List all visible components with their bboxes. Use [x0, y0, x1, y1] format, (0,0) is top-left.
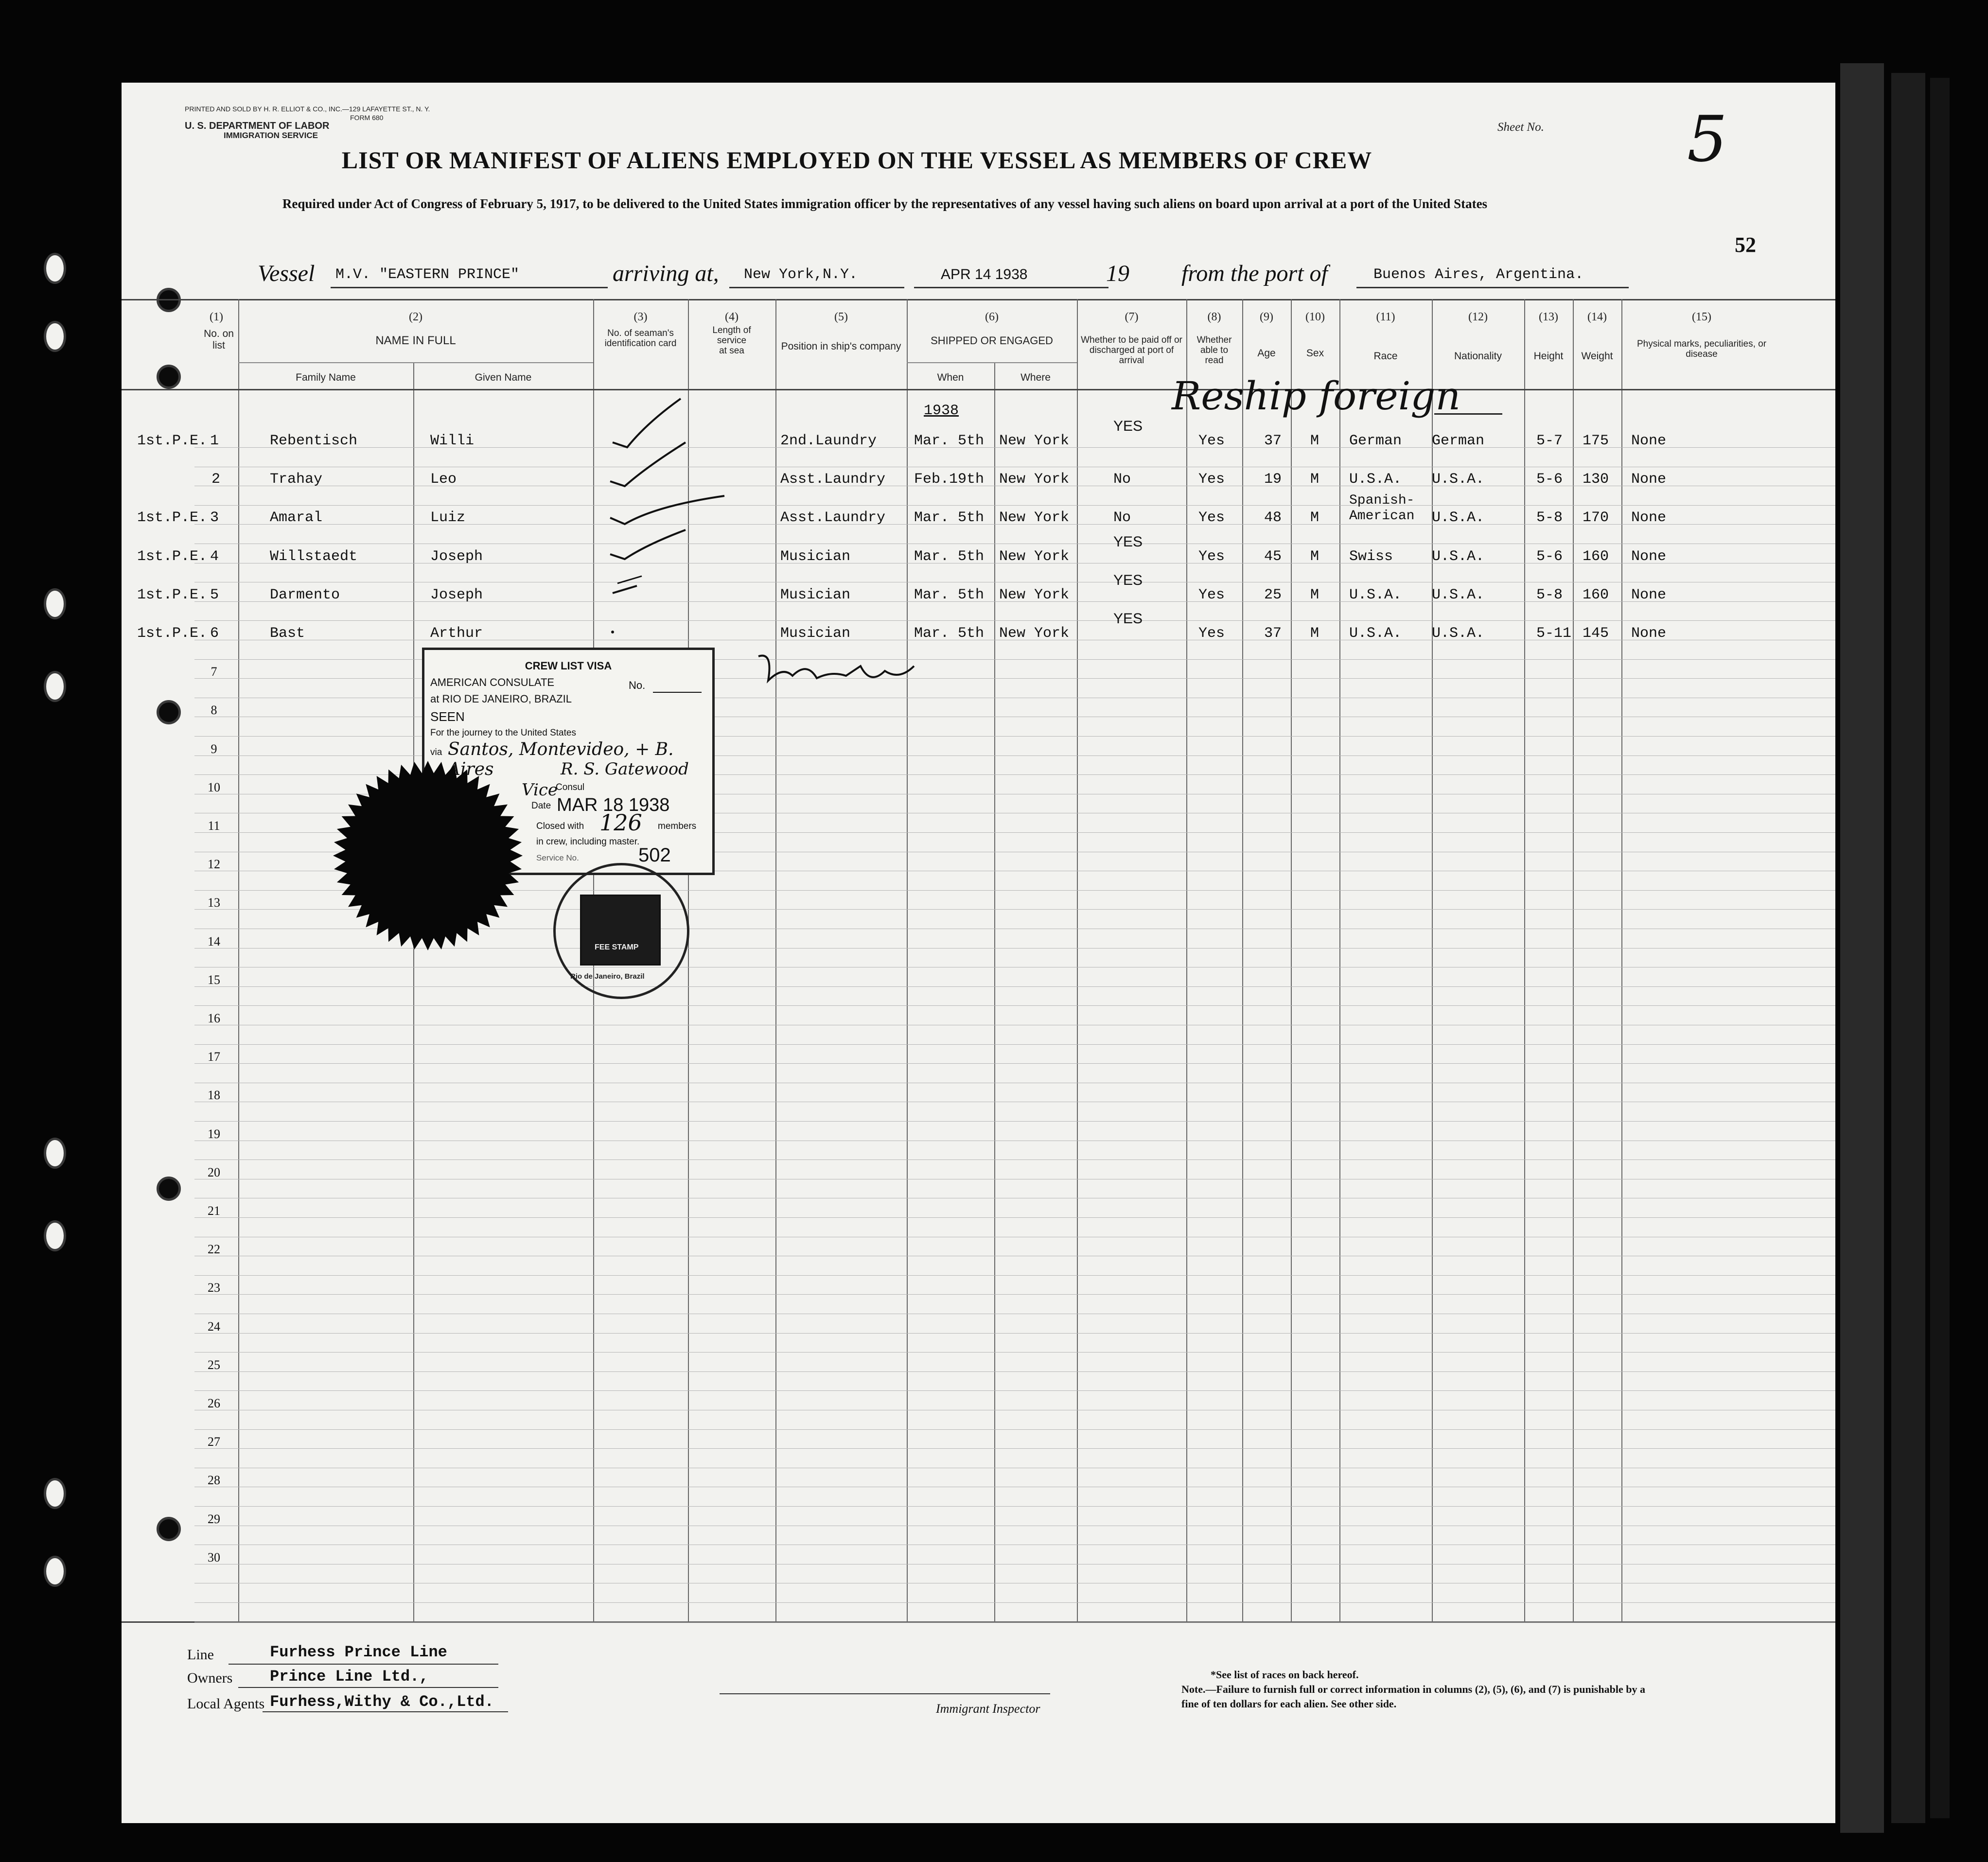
row-rule — [194, 1371, 1835, 1372]
row-rule — [194, 1429, 1835, 1430]
sheet-label: Sheet No. — [1497, 121, 1544, 134]
empty-row-number: 28 — [208, 1473, 220, 1488]
crew-height: 5-7 — [1536, 433, 1563, 449]
name-subhead-line — [238, 362, 593, 363]
column-divider — [1186, 299, 1187, 1621]
crew-family-name: Willstaedt — [270, 548, 358, 565]
col-head-3: No. of seaman's identification card — [604, 328, 677, 349]
crew-row-prefix: 1st.P.E. — [137, 509, 208, 527]
row-rule — [194, 1044, 1835, 1045]
departure-underline — [1356, 287, 1629, 288]
visa-seen: SEEN — [430, 709, 465, 724]
crew-race: U.S.A. — [1349, 586, 1402, 603]
column-divider — [1339, 299, 1340, 1621]
empty-row-number: 17 — [208, 1050, 220, 1064]
empty-row-number: 19 — [208, 1126, 220, 1141]
crew-age: 19 — [1264, 471, 1282, 488]
col-num-13: (13) — [1539, 311, 1558, 323]
column-divider — [994, 362, 995, 1621]
binder-hole — [44, 588, 66, 619]
form-subtitle: Required under Act of Congress of February 5, 1917, to be delivered to the United States immigration officer by the representatives of any vessel having such aliens on board upon arrival at a port of the United States — [282, 196, 1488, 211]
handwritten-reship-note: Reship foreign — [1172, 373, 1461, 419]
crew-shipped-when: Mar. 5th — [914, 433, 985, 449]
column-divider — [1573, 299, 1574, 1621]
col-head-10: Sex — [1306, 348, 1324, 359]
arrival-date: APR 14 1938 — [941, 266, 1028, 282]
inspector-label: Immigrant Inspector — [936, 1702, 1040, 1716]
crew-sex: M — [1310, 433, 1319, 449]
column-divider — [1524, 299, 1525, 1621]
crew-shipped-where: New York — [999, 548, 1070, 565]
empty-row-number: 26 — [208, 1396, 220, 1410]
col-head-2: NAME IN FULL — [375, 334, 456, 347]
visa-service-no: 502 — [638, 844, 671, 866]
empty-row-number: 14 — [208, 934, 220, 949]
form-title: LIST OR MANIFEST OF ALIENS EMPLOYED ON THE VESSEL AS MEMBERS OF CREW — [341, 146, 1372, 174]
form-number: FORM 680 — [350, 114, 384, 122]
col-num-5: (5) — [834, 311, 848, 323]
crew-sex: M — [1310, 509, 1319, 527]
crew-given-name: Willi — [430, 433, 475, 449]
crew-nationality: German — [1432, 433, 1485, 449]
column-divider — [1291, 299, 1292, 1621]
crew-position: Asst.Laundry — [780, 509, 886, 527]
column-divider — [907, 299, 908, 1621]
col-num-4: (4) — [725, 311, 739, 323]
crew-position: Musician — [780, 586, 851, 603]
crew-height: 5-11 — [1536, 625, 1572, 642]
col-num-1: (1) — [210, 311, 223, 323]
empty-row-number: 21 — [208, 1204, 220, 1218]
crew-paid-off: YES — [1113, 418, 1143, 434]
crew-row-number: 1 — [210, 433, 219, 449]
crew-shipped-where: New York — [999, 586, 1070, 603]
empty-row-number: 30 — [208, 1550, 220, 1564]
owners-underline — [238, 1687, 498, 1688]
crew-age: 37 — [1264, 625, 1282, 642]
crew-paid-off: No — [1113, 509, 1131, 527]
arrival-underline — [729, 287, 904, 288]
crew-physical-marks: None — [1631, 509, 1667, 527]
when-subhead: When — [937, 372, 964, 383]
arrival-port: New York,N.Y. — [744, 266, 858, 283]
col-head-1: No. on list — [204, 328, 234, 351]
crew-height: 5-8 — [1536, 586, 1563, 603]
family-name-subhead: Family Name — [296, 372, 356, 383]
crew-paid-off: YES — [1113, 533, 1143, 550]
empty-row-number: 27 — [208, 1435, 220, 1449]
owners-label: Owners — [187, 1670, 233, 1686]
crew-given-name: Luiz — [430, 509, 466, 527]
visa-closed-label: Closed with — [536, 821, 584, 831]
column-divider — [238, 299, 239, 1621]
empty-row-number: 13 — [208, 896, 220, 910]
crew-weight: 170 — [1583, 509, 1609, 527]
col-num-6: (6) — [985, 311, 999, 323]
crew-age: 25 — [1264, 586, 1282, 603]
crew-shipped-when: Mar. 5th — [914, 586, 985, 603]
crew-shipped-when: Mar. 5th — [914, 509, 985, 527]
crew-age: 37 — [1264, 433, 1282, 449]
visa-via-label: via — [430, 747, 442, 757]
visa-service-label: Service No. — [536, 853, 579, 862]
arriving-label: arriving at, — [613, 261, 719, 286]
binder-hole — [44, 321, 66, 352]
date-underline — [914, 287, 1108, 288]
crew-sex: M — [1310, 548, 1319, 565]
agents-underline — [263, 1711, 508, 1712]
crew-position: Asst.Laundry — [780, 471, 886, 488]
crew-family-name: Rebentisch — [270, 433, 358, 449]
column-divider — [1077, 299, 1078, 1621]
crew-able-to-read: Yes — [1198, 548, 1225, 565]
empty-row-number: 9 — [211, 741, 217, 756]
vessel-underline — [331, 287, 608, 288]
col-head-14: Weight — [1581, 351, 1613, 362]
empty-row-number: 22 — [208, 1242, 220, 1257]
penalty-note: Note.—Failure to furnish full or correct information in columns (2), (5), (6), and (7) is punishable by a fine of ten dollars for each alien. See other side. — [1181, 1683, 1645, 1710]
visa-consul: Consul — [556, 782, 585, 792]
crew-family-name: Trahay — [270, 471, 323, 488]
header-bottom-line — [122, 389, 1835, 390]
crew-position: Musician — [780, 625, 851, 642]
col-head-7: Whether to be paid off or discharged at port of arrival — [1081, 335, 1182, 366]
col-num-3: (3) — [633, 311, 648, 323]
crew-race: Swiss — [1349, 548, 1393, 565]
service-label: IMMIGRATION SERVICE — [224, 131, 318, 140]
crew-able-to-read: Yes — [1198, 433, 1225, 449]
crew-nationality: U.S.A. — [1432, 625, 1485, 642]
fee-stamp-label: FEE STAMP — [595, 943, 639, 951]
shipped-year: 1938 — [924, 403, 959, 419]
empty-row-number: 25 — [208, 1357, 220, 1372]
column-divider — [1432, 299, 1433, 1621]
crew-nationality: U.S.A. — [1432, 509, 1485, 527]
crew-race: U.S.A. — [1349, 625, 1402, 642]
crew-physical-marks: None — [1631, 625, 1667, 642]
crew-table — [122, 299, 1835, 1621]
crew-row-number: 6 — [210, 625, 219, 642]
crew-able-to-read: Yes — [1198, 509, 1225, 527]
crew-row-prefix: 1st.P.E. — [137, 586, 208, 603]
empty-row-number: 23 — [208, 1281, 220, 1295]
col-head-11: Race — [1373, 351, 1398, 362]
binder-hole — [44, 671, 66, 702]
visa-crew-line: in crew, including master. — [536, 837, 640, 847]
inspector-line — [720, 1693, 1050, 1694]
crew-paid-off: YES — [1113, 572, 1143, 588]
row-rule — [194, 1448, 1835, 1449]
row-rule — [194, 1390, 1835, 1391]
crew-given-name: Joseph — [430, 586, 483, 603]
crew-family-name: Amaral — [270, 509, 323, 527]
embossed-seal — [331, 758, 525, 953]
page-edge — [1840, 63, 1884, 1833]
row-rule — [194, 1217, 1835, 1218]
crew-position: 2nd.Laundry — [780, 433, 877, 449]
crew-given-name: Arthur — [430, 625, 483, 642]
col-num-11: (11) — [1376, 311, 1395, 323]
owners-value: Prince Line Ltd., — [270, 1668, 429, 1686]
row-rule — [194, 1159, 1835, 1160]
crew-weight: 175 — [1583, 433, 1609, 449]
agents-label: Local Agents — [187, 1696, 265, 1712]
row-rule — [194, 1121, 1835, 1122]
races-note: *See list of races on back hereof. — [1211, 1669, 1359, 1681]
visa-location: at RIO DE JANEIRO, BRAZIL — [430, 693, 572, 705]
crew-sex: M — [1310, 471, 1319, 488]
visa-crew-count: 126 — [599, 809, 642, 836]
row-rule — [194, 1602, 1835, 1603]
sheet-number: 5 — [1687, 102, 1727, 176]
crew-able-to-read: Yes — [1198, 471, 1225, 488]
crew-given-name: Leo — [430, 471, 457, 488]
table-top-border — [122, 299, 1835, 300]
visa-no-line — [653, 692, 702, 693]
empty-row-number: 8 — [211, 703, 217, 718]
row-rule — [194, 986, 1835, 987]
visa-journey: For the journey to the United States — [430, 728, 576, 738]
binder-hole — [44, 1138, 66, 1169]
vessel-name: M.V. "EASTERN PRINCE" — [335, 266, 520, 283]
crew-row-number: 5 — [210, 586, 219, 603]
binder-hole — [44, 1220, 66, 1251]
crew-race: U.S.A. — [1349, 471, 1402, 488]
column-divider — [1242, 299, 1243, 1621]
line-underline — [229, 1664, 498, 1665]
binder-hole — [44, 1556, 66, 1587]
crew-height: 5-6 — [1536, 548, 1563, 565]
empty-row-number: 15 — [208, 972, 220, 987]
crew-weight: 145 — [1583, 625, 1609, 642]
crew-shipped-where: New York — [999, 471, 1070, 488]
crew-row-number: 2 — [211, 471, 221, 488]
visa-consul-signature: R. S. Gatewood — [561, 759, 689, 779]
vessel-label: Vessel — [258, 261, 315, 286]
crew-shipped-when: Mar. 5th — [914, 548, 985, 565]
crew-sex: M — [1310, 586, 1319, 603]
crew-nationality: U.S.A. — [1432, 548, 1485, 565]
handwritten-dash — [1434, 413, 1502, 415]
crew-shipped-where: New York — [999, 509, 1070, 527]
shipped-subhead-line — [907, 362, 1077, 363]
page-edge — [1891, 73, 1925, 1823]
col-num-12: (12) — [1468, 311, 1488, 323]
departure-port: Buenos Aires, Argentina. — [1373, 266, 1584, 283]
crew-shipped-where: New York — [999, 433, 1070, 449]
crew-physical-marks: None — [1631, 433, 1667, 449]
col-head-13: Height — [1533, 351, 1564, 362]
visa-title: CREW LIST VISA — [525, 660, 612, 672]
department-label: U. S. DEPARTMENT OF LABOR — [185, 121, 330, 131]
crew-race: Spanish-American — [1349, 493, 1415, 524]
inspector-signature — [754, 642, 929, 695]
visa-date: MAR 18 1938 — [557, 795, 670, 815]
col-head-12: Nationality — [1454, 351, 1502, 362]
binder-hole — [44, 1478, 66, 1509]
year-prefix: 19 — [1106, 261, 1129, 286]
col-head-6: SHIPPED OR ENGAGED — [931, 334, 1053, 347]
visa-via-route: Santos, Montevideo, + B. Aires — [448, 739, 674, 779]
row-rule — [194, 620, 1835, 621]
row-rule — [194, 1294, 1835, 1295]
row-rule — [194, 1005, 1835, 1006]
crew-weight: 130 — [1583, 471, 1609, 488]
crew-height: 5-8 — [1536, 509, 1563, 527]
crew-position: Musician — [780, 548, 851, 565]
crew-nationality: U.S.A. — [1432, 471, 1485, 488]
crew-row-number: 4 — [210, 548, 219, 565]
row-rule — [194, 505, 1835, 506]
col-num-2: (2) — [409, 311, 422, 323]
crew-race: German — [1349, 433, 1402, 449]
row-rule — [194, 1275, 1835, 1276]
crew-given-name: Joseph — [430, 548, 483, 565]
crew-age: 48 — [1264, 509, 1282, 527]
crew-shipped-when: Feb.19th — [914, 471, 985, 488]
where-subhead: Where — [1020, 372, 1051, 383]
empty-row-number: 10 — [208, 780, 220, 794]
column-divider — [775, 299, 776, 1621]
line-value: Furhess Prince Line — [270, 1643, 447, 1661]
visa-date-label: Date — [531, 801, 551, 811]
crew-physical-marks: None — [1631, 548, 1667, 565]
row-rule — [194, 1352, 1835, 1353]
page-number: 52 — [1735, 233, 1756, 257]
crew-weight: 160 — [1583, 586, 1609, 603]
visa-vice: Vice — [522, 780, 558, 800]
empty-row-number: 18 — [208, 1088, 220, 1103]
check-marks — [603, 389, 729, 642]
given-name-subhead: Given Name — [475, 372, 532, 383]
col-head-5: Position in ship's company — [781, 341, 901, 352]
line-label: Line — [187, 1647, 214, 1663]
crew-family-name: Darmento — [270, 586, 340, 603]
fee-stamp — [553, 863, 689, 999]
column-divider — [1621, 299, 1622, 1621]
empty-row-number: 12 — [208, 857, 220, 872]
col-num-14: (14) — [1587, 311, 1607, 323]
visa-no-label: No. — [629, 679, 646, 691]
col-head-4: Length of service at sea — [712, 325, 751, 356]
crew-row-prefix: 1st.P.E. — [137, 548, 208, 565]
col-num-8: (8) — [1207, 311, 1221, 323]
binder-hole — [44, 253, 66, 284]
empty-row-number: 29 — [208, 1511, 220, 1526]
agents-value: Furhess,Withy & Co.,Ltd. — [270, 1693, 494, 1711]
crew-sex: M — [1310, 625, 1319, 642]
crew-able-to-read: Yes — [1198, 586, 1225, 603]
visa-members: members — [658, 821, 697, 831]
col-head-8: Whether able to read — [1196, 335, 1232, 366]
crew-shipped-when: Mar. 5th — [914, 625, 985, 642]
crew-paid-off: No — [1113, 471, 1131, 488]
col-head-9: Age — [1257, 348, 1276, 359]
empty-row-number: 24 — [208, 1319, 220, 1334]
crew-age: 45 — [1264, 548, 1282, 565]
row-rule — [194, 1063, 1835, 1064]
crew-row-number: 3 — [210, 509, 219, 527]
empty-row-number: 20 — [208, 1165, 220, 1179]
col-num-15: (15) — [1692, 311, 1711, 323]
from-port-label: from the port of — [1181, 261, 1328, 286]
col-num-9: (9) — [1260, 311, 1273, 323]
column-divider — [413, 362, 414, 1621]
empty-row-number: 16 — [208, 1011, 220, 1025]
crew-row-prefix: 1st.P.E. — [137, 625, 208, 642]
page-edge — [1930, 78, 1950, 1818]
crew-physical-marks: None — [1631, 586, 1667, 603]
crew-physical-marks: None — [1631, 471, 1667, 488]
visa-consulate: AMERICAN CONSULATE — [430, 676, 555, 688]
empty-row-number: 11 — [208, 819, 220, 833]
crew-row-prefix: 1st.P.E. — [137, 433, 208, 449]
col-num-7: (7) — [1125, 311, 1139, 323]
row-rule — [194, 1333, 1835, 1334]
crew-height: 5-6 — [1536, 471, 1563, 488]
empty-row-number: 7 — [211, 665, 217, 679]
crew-shipped-where: New York — [999, 625, 1070, 642]
col-num-10: (10) — [1305, 311, 1325, 323]
col-head-15: Physical marks, peculiarities, or disease — [1636, 339, 1767, 359]
printer-line: PRINTED AND SOLD BY H. R. ELLIOT & CO., INC.—129 LAFAYETTE ST., N. Y. — [185, 105, 430, 113]
crew-nationality: U.S.A. — [1432, 586, 1485, 603]
crew-able-to-read: Yes — [1198, 625, 1225, 642]
crew-weight: 160 — [1583, 548, 1609, 565]
fee-stamp-location: Rio de Janeiro, Brazil — [570, 972, 645, 981]
crew-family-name: Bast — [270, 625, 305, 642]
row-rule — [194, 1506, 1835, 1507]
crew-paid-off: YES — [1113, 611, 1143, 627]
